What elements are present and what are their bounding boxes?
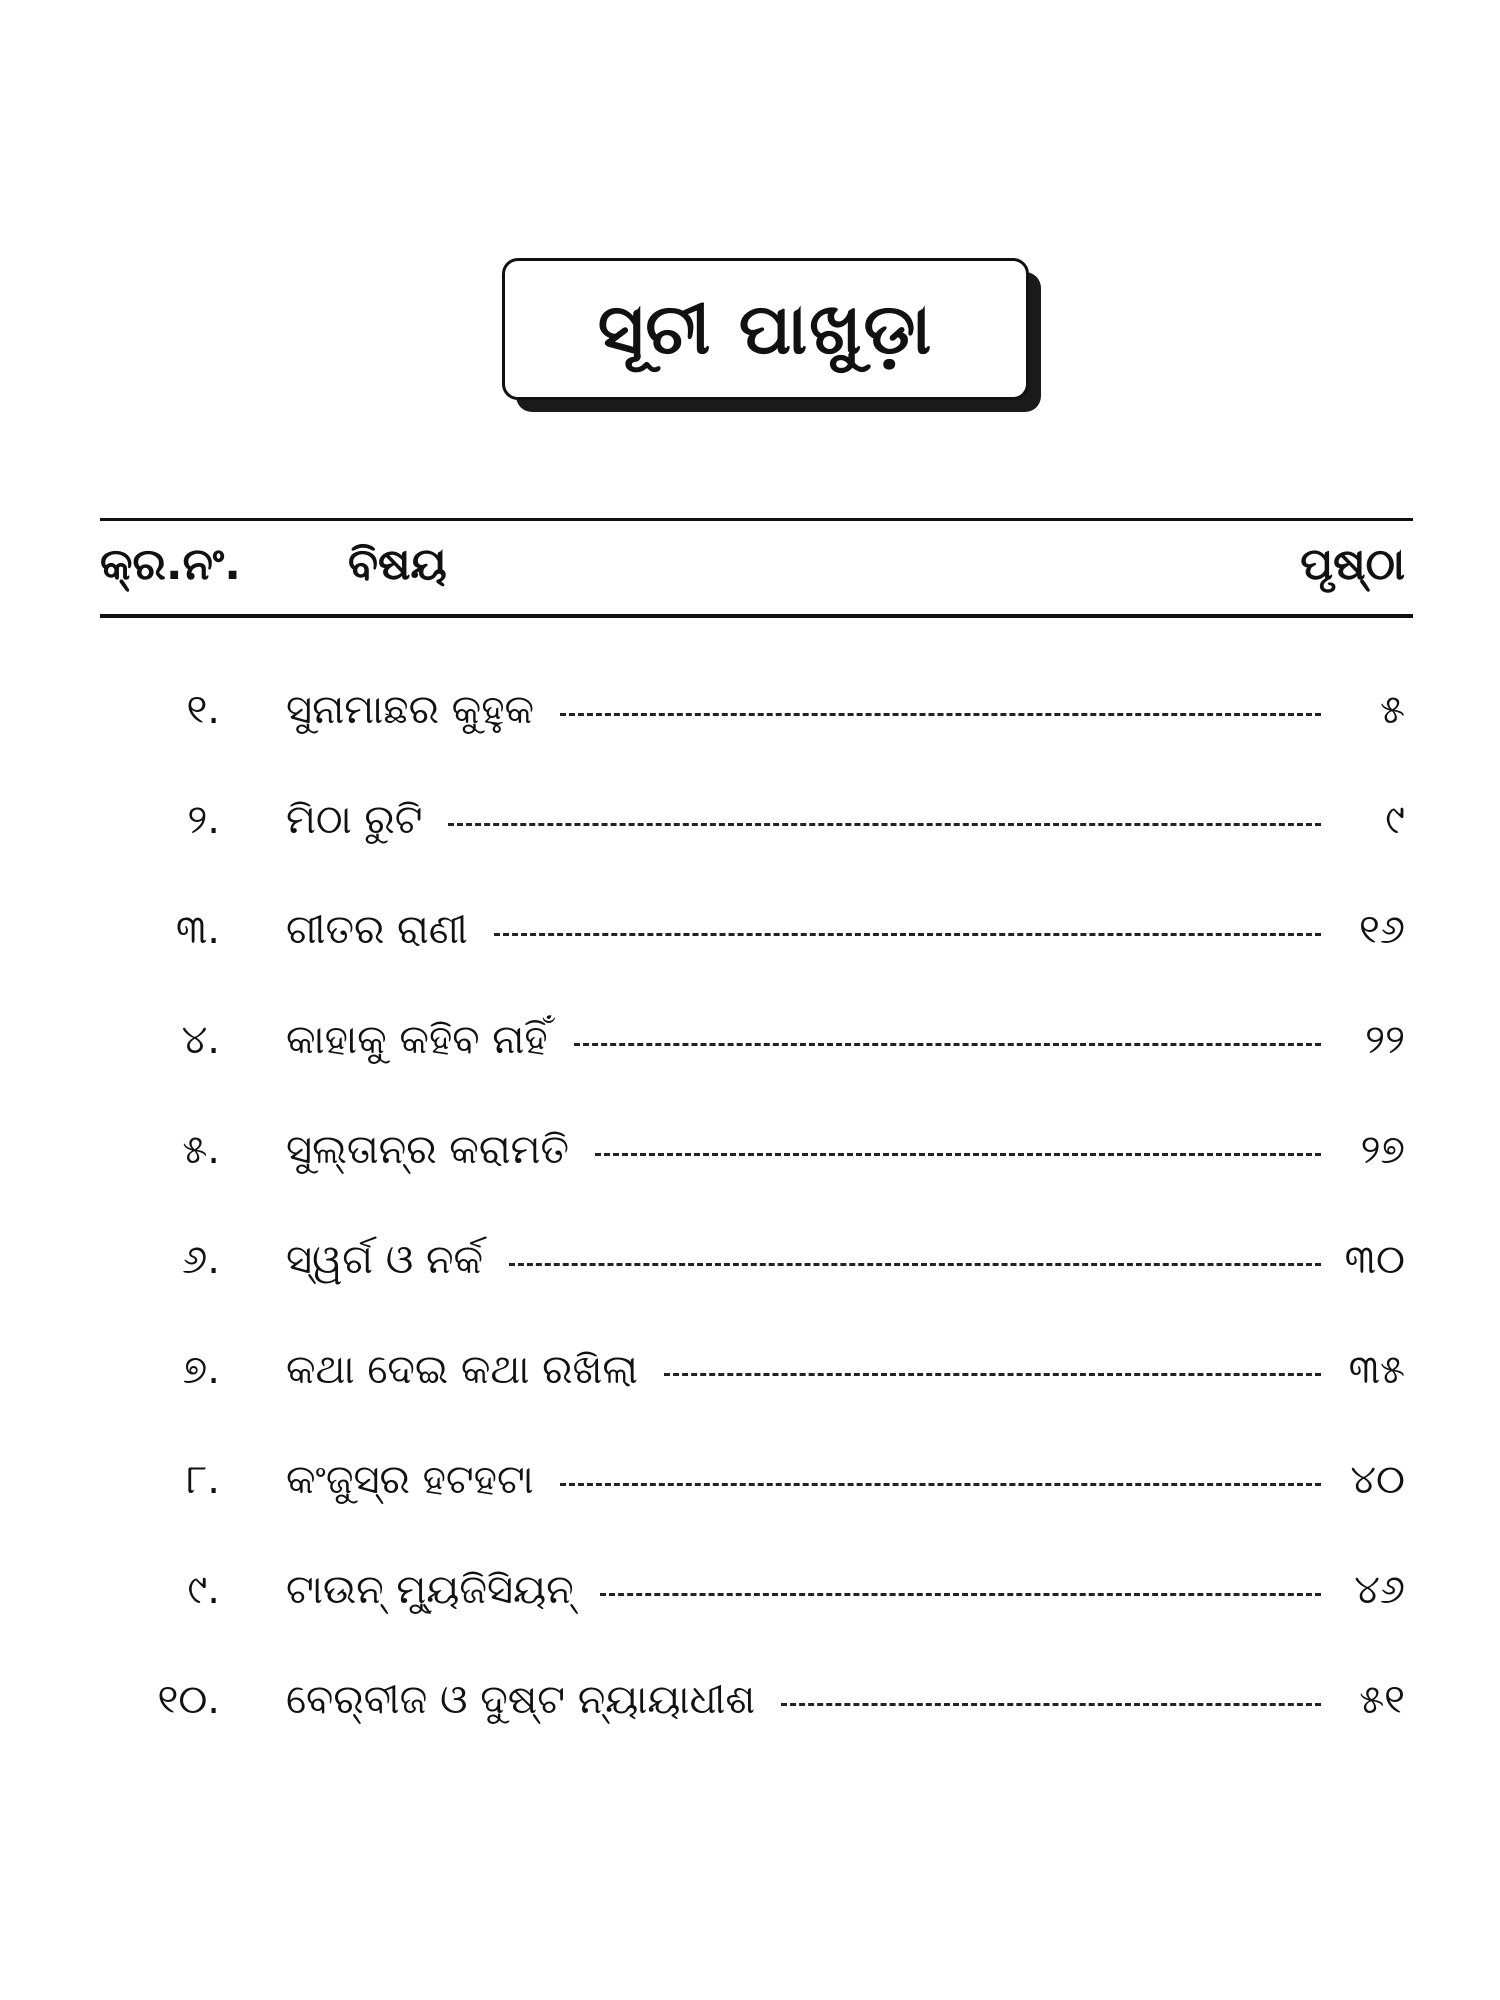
leader-dashes	[509, 1263, 1321, 1266]
entry-number: ୧୦.	[157, 1677, 220, 1723]
leader-dashes	[600, 1593, 1321, 1596]
entry-number: ୬.	[182, 1237, 220, 1283]
entry-number: ୯.	[187, 1567, 220, 1613]
entry-page: ୨୭	[1360, 1127, 1405, 1173]
entry-page: ୪୬	[1354, 1567, 1405, 1613]
entry-title: ମିଠା ରୁଟି	[286, 797, 423, 843]
entry-page: ୩୫	[1348, 1347, 1405, 1393]
entry-number: ୮.	[186, 1457, 220, 1503]
list-item[interactable]	[100, 1425, 1413, 1535]
entry-title: ଟାଉନ୍ ମ୍ୟୁଜିସିୟନ୍	[286, 1567, 574, 1613]
leader-dashes	[560, 1483, 1321, 1486]
entry-title: ସୁନାମାଛର କୁହୁକ	[286, 687, 535, 733]
entry-page: ୩୦	[1344, 1237, 1405, 1283]
table-header	[100, 525, 1413, 611]
list-item[interactable]	[100, 1645, 1413, 1755]
entry-page: ୫୧	[1359, 1677, 1405, 1723]
entry-number: ୨.	[187, 797, 220, 843]
entry-page: ୧୬	[1359, 907, 1405, 953]
entry-number: ୭.	[182, 1347, 220, 1393]
header-top-rule	[100, 518, 1413, 521]
entry-title: ସ୍ୱର୍ଗ ଓ ନର୍କ	[286, 1237, 484, 1283]
entry-number: ୧.	[186, 687, 220, 733]
leader-dashes	[595, 1153, 1321, 1156]
header-bottom-rule	[100, 614, 1413, 618]
entry-number: ୩.	[175, 907, 220, 953]
contents-list	[100, 655, 1413, 1755]
entry-title: କାହାକୁ କହିବ ନାହିଁ	[286, 1017, 548, 1063]
leader-dashes	[574, 1043, 1321, 1046]
entry-number: ୫.	[182, 1127, 220, 1173]
list-item[interactable]	[100, 875, 1413, 985]
entry-title: ବେର୍‌ବୀଜ ଓ ଦୁଷ୍ଟ ନ୍ୟାୟାଧୀଶ	[286, 1677, 756, 1723]
leader-dashes	[494, 933, 1321, 936]
list-item[interactable]	[100, 1315, 1413, 1425]
entry-page: ୫	[1380, 687, 1405, 733]
list-item[interactable]	[100, 1095, 1413, 1205]
entry-title: କଂଜୁସ୍‌ର ହଟହଟା	[286, 1457, 534, 1503]
list-item[interactable]	[100, 985, 1413, 1095]
list-item[interactable]	[100, 655, 1413, 765]
leader-dashes	[560, 713, 1321, 716]
entry-page: ୯	[1385, 797, 1405, 843]
list-item[interactable]	[100, 1535, 1413, 1645]
leader-dashes	[781, 1703, 1321, 1706]
entry-title: ଗୀତର ରାଣୀ	[286, 907, 468, 953]
entry-number: ୪.	[181, 1017, 220, 1063]
entry-title: ସୁଲ୍‌ତାନ୍‌ର କରାମତି	[286, 1127, 570, 1173]
entry-page: ୪୦	[1350, 1457, 1405, 1503]
title-banner	[502, 258, 1027, 398]
leader-dashes	[664, 1373, 1321, 1376]
header-page: ପୃଷ୍ଠା	[1300, 539, 1405, 590]
page-title: ସୂଚୀ ପାଖୁଡ଼ା	[502, 258, 1029, 400]
entry-page: ୨୨	[1365, 1017, 1405, 1063]
header-subject: ବିଷୟ	[348, 539, 447, 590]
list-item[interactable]	[100, 1205, 1413, 1315]
entry-title: କଥା ଦେଇ କଥା ରଖିଲା	[286, 1347, 638, 1393]
header-serial-number: କ୍ର.ନଂ.	[100, 539, 241, 590]
leader-dashes	[448, 823, 1321, 826]
list-item[interactable]	[100, 765, 1413, 875]
